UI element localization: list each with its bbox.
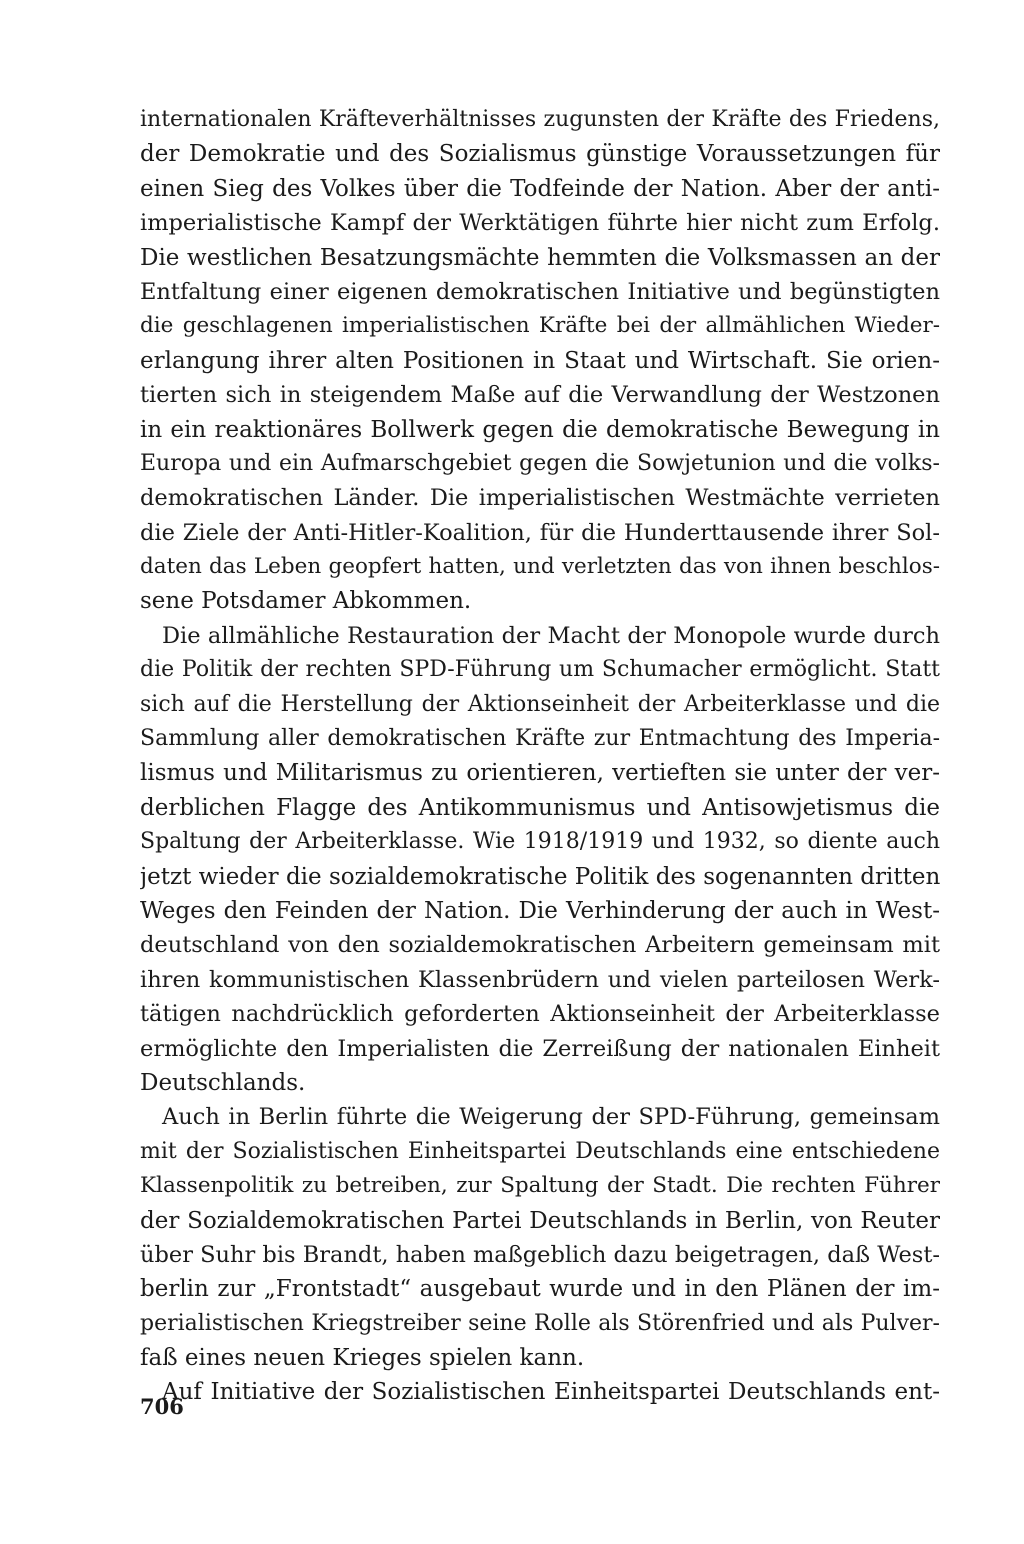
text-line: sich auf die Herstellung der Aktionseinheit der Arbeiterklasse und die bbox=[140, 691, 940, 717]
text-line: berlin zur „Frontstadt“ ausgebaut wurde und in den Plänen der im- bbox=[140, 1276, 940, 1303]
text-line: Spaltung der Arbeiterklasse. Wie 1918/1919 und 1932, so diente auch bbox=[140, 829, 940, 855]
text-line: Sammlung aller demokratischen Kräfte zur Entmachtung des Imperia- bbox=[140, 726, 940, 752]
text-line: jetzt wieder die sozialdemokratische Politik des sogenannten dritten bbox=[140, 863, 940, 890]
text-line: lismus und Militarismus zu orientieren, vertieften sie unter der ver- bbox=[140, 760, 940, 787]
paragraph-start-line: Auf Initiative der Sozialistischen Einheitspartei Deutschlands ent- bbox=[162, 1379, 940, 1406]
text-line: daten das Leben geopfert hatten, und verletzten das von ihnen beschlos- bbox=[140, 554, 940, 580]
text-line: einen Sieg des Volkes über die Todfeinde der Nation. Aber der anti- bbox=[140, 175, 940, 202]
text-line: sene Potsdamer Abkommen. bbox=[140, 588, 472, 615]
text-line: Klassenpolitik zu betreiben, zur Spaltung der Stadt. Die rechten Führer bbox=[140, 1173, 940, 1199]
text-line: Entfaltung einer eigenen demokratischen Initiative und begünstigten bbox=[140, 278, 940, 305]
text-line: tätigen nachdrücklich geforderten Aktionseinheit der Arbeiterklasse bbox=[140, 1001, 940, 1028]
text-line: die Ziele der Anti-Hitler-Koalition, für die Hunderttausende ihrer Sol- bbox=[140, 519, 940, 546]
text-line: derblichen Flagge des Antikommunismus und Antisowjetismus die bbox=[140, 794, 940, 821]
paragraph-start-line: Auch in Berlin führte die Weigerung der SPD-Führung, gemeinsam bbox=[162, 1104, 940, 1131]
text-line: die geschlagenen imperialistischen Kräfte bei der allmählichen Wieder- bbox=[140, 313, 940, 339]
text-line: internationalen Kräfteverhältnisses zugunsten der Kräfte des Friedens, bbox=[140, 107, 940, 132]
text-line: Europa und ein Aufmarschgebiet gegen die Sowjetunion und die volks- bbox=[140, 450, 940, 476]
text-line: der Demokratie und des Sozialismus günstige Voraussetzungen für bbox=[140, 141, 940, 168]
text-line: über Suhr bis Brandt, haben maßgeblich dazu beigetragen, daß West- bbox=[140, 1241, 940, 1268]
text-line: tierten sich in steigendem Maße auf die Verwandlung der Westzonen bbox=[140, 382, 940, 409]
paragraph-start-line: Die allmähliche Restauration der Macht der Monopole wurde durch bbox=[162, 622, 940, 649]
body-text bbox=[140, 103, 940, 1410]
text-line: Deutschlands. bbox=[140, 1069, 306, 1096]
text-line: die Politik der rechten SPD-Führung um Schumacher ermöglicht. Statt bbox=[140, 657, 940, 683]
text-line: der Sozialdemokratischen Partei Deutschlands in Berlin, von Reuter bbox=[140, 1207, 940, 1234]
text-line: mit der Sozialistischen Einheitspartei Deutschlands eine entschiedene bbox=[140, 1138, 940, 1164]
text-line: ermöglichte den Imperialisten die Zerreißung der nationalen Einheit bbox=[140, 1035, 940, 1062]
text-line: in ein reaktionäres Bollwerk gegen die demokratische Bewegung in bbox=[140, 416, 940, 443]
text-line: perialistischen Kriegstreiber seine Rolle als Störenfried und als Pulver- bbox=[140, 1310, 940, 1336]
text-line: faß eines neuen Krieges spielen kann. bbox=[140, 1345, 585, 1372]
text-line: deutschland von den sozialdemokratischen Arbeitern gemeinsam mit bbox=[140, 932, 940, 959]
text-line: ihren kommunistischen Klassenbrüdern und vielen parteilosen Werk- bbox=[140, 966, 940, 993]
text-line: imperialistische Kampf der Werktätigen führte hier nicht zum Erfolg. bbox=[140, 210, 940, 237]
text-line: Die westlichen Besatzungsmächte hemmten die Volksmassen an der bbox=[140, 244, 940, 271]
text-line: erlangung ihrer alten Positionen in Staat und Wirtschaft. Sie orien- bbox=[140, 347, 940, 374]
text-line: demokratischen Länder. Die imperialistischen Westmächte verrieten bbox=[140, 485, 940, 512]
text-line: Weges den Feinden der Nation. Die Verhinderung der auch in West- bbox=[140, 897, 940, 924]
page-number: 706 bbox=[140, 1394, 184, 1419]
